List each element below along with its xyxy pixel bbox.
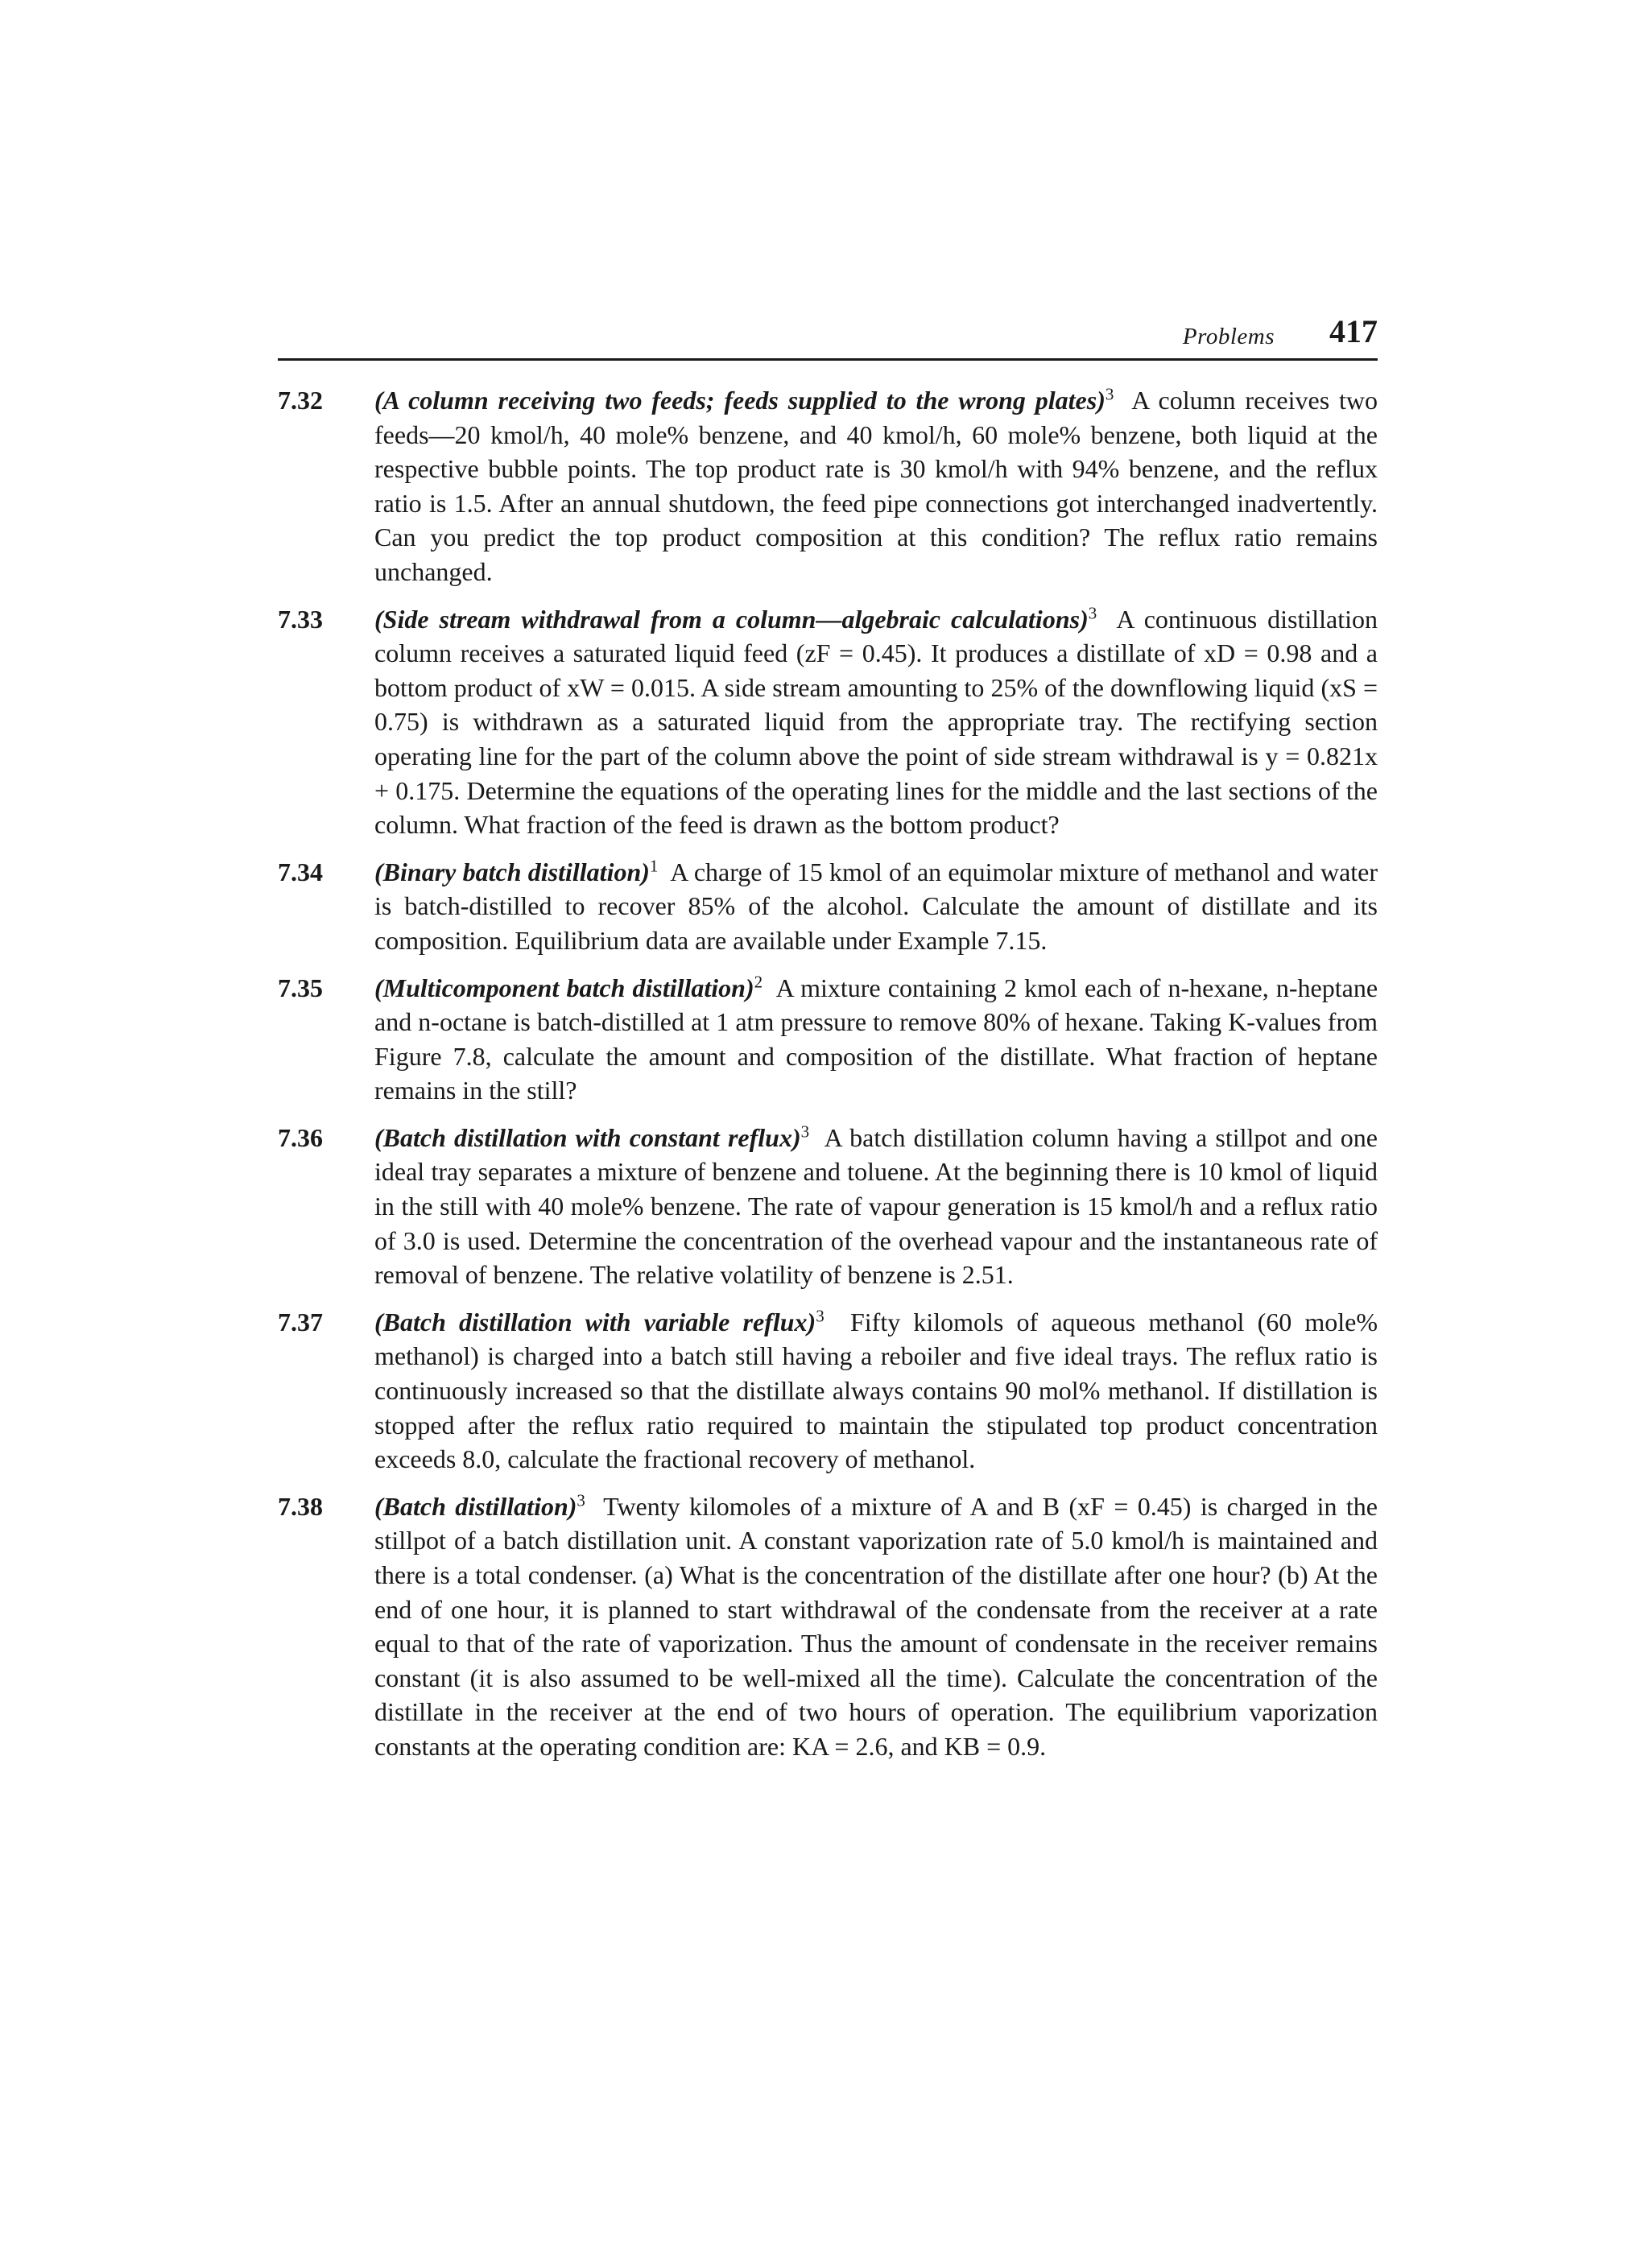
problem-title: (Batch distillation)	[374, 1491, 577, 1521]
problem-7-36	[278, 1121, 1378, 1292]
difficulty-superscript: 2	[754, 971, 763, 991]
problem-7-37	[278, 1305, 1378, 1477]
problem-title: (Side stream withdrawal from a column—algebraic calculations)	[374, 604, 1089, 634]
problem-title: (Batch distillation with variable reflux)	[374, 1307, 816, 1336]
problem-7-33	[278, 602, 1378, 842]
difficulty-superscript: 3	[800, 1122, 810, 1142]
problem-7-38	[278, 1489, 1378, 1764]
problem-title: (A column receiving two feeds; feeds supplied to the wrong plates)	[374, 386, 1106, 415]
problem-text: Twenty kilomoles of a mixture of A and B (xF = 0.45) is charged in the stillpot of a batch distillation unit. A constant vaporization rate of 5.0 kmol/h is maintained and there is a total condenser. (a) What is the concentration of the distillate after one hour? (b) At the end of one hour, it is planned to start withdrawal of the condensate from the receiver at a rate equal to that of the rate of vaporization. Thus the amount of condensate in the receiver remains constant (it is also assumed to be well-mixed all the time). Calculate the concentration of the distillate in the receiver at the end of two hours of operation. The equilibrium vaporization constants at the operating condition are: KA = 2.6, and KB = 0.9.	[374, 1491, 1378, 1761]
problem-title: (Batch distillation with constant reflux)	[374, 1122, 801, 1152]
problem-text: Fifty kilomols of aqueous methanol (60 mole% methanol) is charged into a batch still having a reboiler and five ideal trays. The reflux ratio is continuously increased so that the distillate always contains 90 mol% methanol. If distillation is stopped after the reflux ratio required to maintain the stipulated top product concentration exceeds 8.0, calculate the fractional recovery of methanol.	[374, 1307, 1378, 1474]
problem-text: A charge of 15 kmol of an equimolar mixture of methanol and water is batch-distilled to recover 85% of the alcohol. Calculate the amount of distillate and its composition. Equilibrium data are available under Example 7.15.	[374, 857, 1378, 955]
difficulty-superscript: 3	[1088, 602, 1097, 622]
header-rule	[278, 358, 1378, 361]
difficulty-superscript: 1	[649, 856, 659, 876]
page-number: 417	[1329, 313, 1378, 349]
problem-list	[278, 383, 1378, 1777]
problem-text: A continuous distillation column receives a saturated liquid feed (zF = 0.45). It produces a distillate of xD = 0.98 and a bottom product of xW = 0.015. A side stream amounting to 25% of the downflowing liquid (xS = 0.75) is withdrawn as a saturated liquid from the appropriate tray. The rectifying section operating line for the part of the column above the point of side stream withdrawal is y = 0.821x + 0.175. Determine the equations of the operating lines for the middle and the last sections of the column. What fraction of the feed is drawn as the bottom product?	[374, 604, 1378, 840]
running-head: Problems	[1182, 324, 1275, 349]
problem-title: (Binary batch distillation)	[374, 857, 650, 886]
difficulty-superscript: 3	[577, 1490, 585, 1510]
problem-7-32	[278, 383, 1378, 589]
problem-title: (Multicomponent batch distillation)	[374, 973, 754, 1002]
problem-number: 7.37	[278, 1307, 323, 1336]
problem-number: 7.36	[278, 1122, 323, 1152]
problem-text: A batch distillation column having a stillpot and one ideal tray separates a mixture of benzene and toluene. At the beginning there is 10 kmol of liquid in the still with 40 mole% benzene. The rate of vapour generation is 15 kmol/h and a reflux ratio of 3.0 is used. Determine the concentration of the overhead vapour and the instantaneous rate of removal of benzene. The relative volatility of benzene is 2.51.	[374, 1122, 1378, 1290]
problem-number: 7.32	[278, 386, 323, 415]
page-header	[278, 312, 1378, 361]
problem-number: 7.34	[278, 857, 323, 886]
difficulty-superscript: 3	[1105, 384, 1114, 404]
difficulty-superscript: 3	[816, 1306, 824, 1326]
problem-number: 7.35	[278, 973, 323, 1002]
problem-text: A mixture containing 2 kmol each of n-hexane, n-heptane and n-octane is batch-distilled at 1 atm pressure to remove 80% of hexane. Taking K-values from Figure 7.8, calculate the amount and composition of the distillate. What fraction of heptane remains in the still?	[374, 973, 1378, 1105]
problem-7-34	[278, 855, 1378, 958]
problem-7-35	[278, 971, 1378, 1108]
problem-text: A column receives two feeds—20 kmol/h, 40 mole% benzene, and 40 kmol/h, 60 mole% benzene, both liquid at the respective bubble points. The top product rate is 30 kmol/h with 94% benzene, and the reflux ratio is 1.5. After an annual shutdown, the feed pipe connections got interchanged inadvertently. Can you predict the top product composition at this condition? The reflux ratio remains unchanged.	[374, 386, 1378, 586]
problem-number: 7.33	[278, 604, 323, 634]
problem-number: 7.38	[278, 1491, 323, 1521]
